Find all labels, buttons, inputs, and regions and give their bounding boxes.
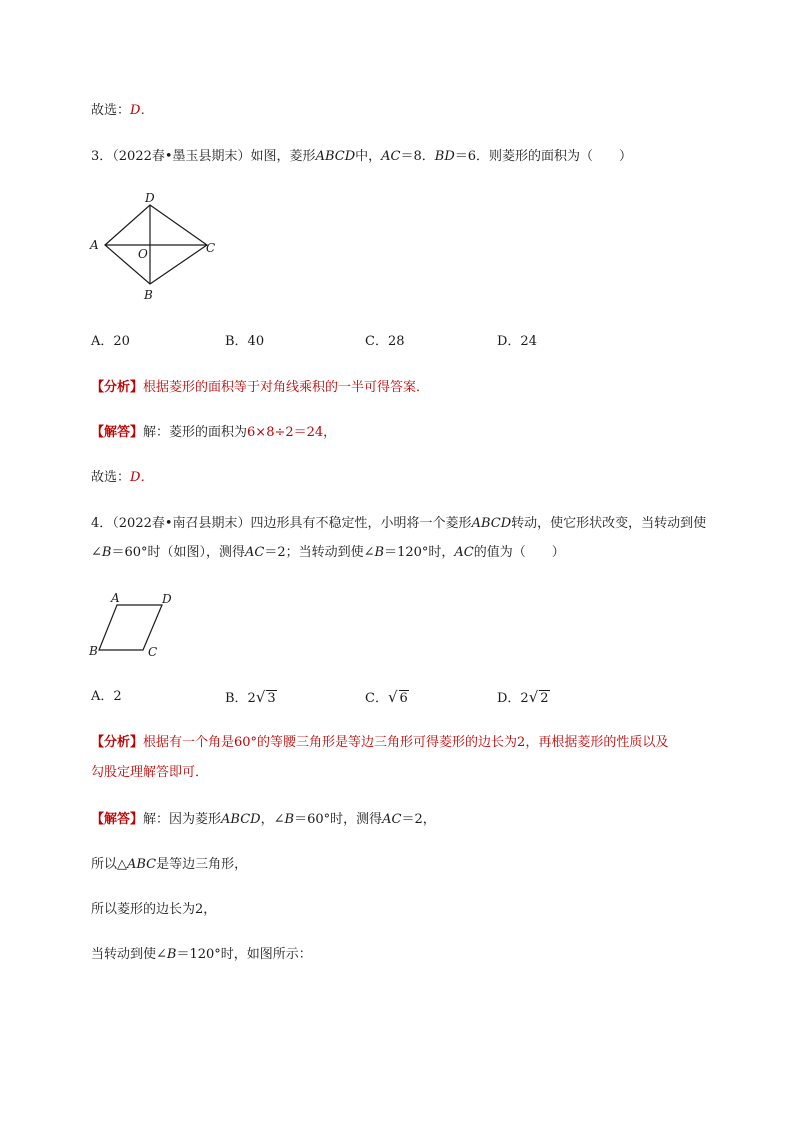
radical-sign: √ <box>528 688 539 706</box>
q4-label-a: A <box>111 591 120 605</box>
q3-label-c: C <box>206 241 216 255</box>
q3-label-d: D <box>145 191 155 205</box>
q4-analysis-line2: 勾股定理解答即可． <box>91 765 209 780</box>
q4-option-d[interactable]: D．2√ 2 <box>497 688 549 706</box>
q3-option-b[interactable]: B．40 <box>225 334 265 349</box>
q3-final-answer: 故选：D． <box>91 470 154 485</box>
q3-label-o: O <box>138 247 148 261</box>
q4-stem-line1: 4．（2022春•南召县期末）四边形具有不稳定性，小明将一个菱形ABCD转动，使它形状改变，当转动到使 <box>91 516 707 531</box>
q4-rhombus <box>99 605 162 650</box>
q3-option-d[interactable]: D．24 <box>497 334 537 349</box>
q3-option-c[interactable]: C．28 <box>365 334 405 349</box>
q3-option-a[interactable]: A．20 <box>91 334 130 349</box>
q4-label-b: B <box>89 644 98 658</box>
q3-label-b: B <box>144 288 153 302</box>
q4-options <box>91 687 711 709</box>
q3-analysis: 【分析】根据菱形的面积等于对角线乘积的一半可得答案． <box>91 380 430 395</box>
q4-rhombus-figure <box>85 588 195 663</box>
q3-rhombus-figure <box>85 188 225 308</box>
q4-solution-line3: 所以菱形的边长为2， <box>91 902 217 917</box>
q3-solution: 【解答】解：菱形的面积为6×8÷2＝24， <box>91 425 337 440</box>
q4-solution-line4: 当转动到使∠B＝120°时，如图所示： <box>91 947 312 962</box>
q3-stem: 3．（2022春•墨玉县期末）如图，菱形ABCD中，AC＝8．BD＝6．则菱形的面积为（ ） <box>91 149 633 164</box>
prev-answer-line: 故选：D． <box>91 103 154 118</box>
radical-sign: √ <box>387 688 398 706</box>
q4-analysis-line1: 【分析】根据有一个角是60°的等腰三角形是等边三角形可得菱形的边长为2，再根据菱形的性质以及 <box>91 735 669 750</box>
q4-option-c[interactable]: C．√ 6 <box>365 688 408 706</box>
q4-stem-line2: ∠B＝60°时（如图），测得AC＝2；当转动到使∠B＝120°时，AC的值为（ ） <box>91 545 565 560</box>
radical-sign: √ <box>255 688 266 706</box>
q4-solution-line1: 【解答】解：因为菱形ABCD，∠B＝60°时，测得AC＝2， <box>91 812 436 827</box>
q4-label-c: C <box>148 645 158 659</box>
q4-label-d: D <box>162 592 172 606</box>
q4-option-a[interactable]: A．2 <box>91 689 122 704</box>
q4-solution-line2: 所以△ABC是等边三角形， <box>91 857 248 872</box>
q4-option-b[interactable]: B．2√ 3 <box>225 688 276 706</box>
q3-options <box>91 332 711 352</box>
q3-label-a: A <box>90 238 99 252</box>
